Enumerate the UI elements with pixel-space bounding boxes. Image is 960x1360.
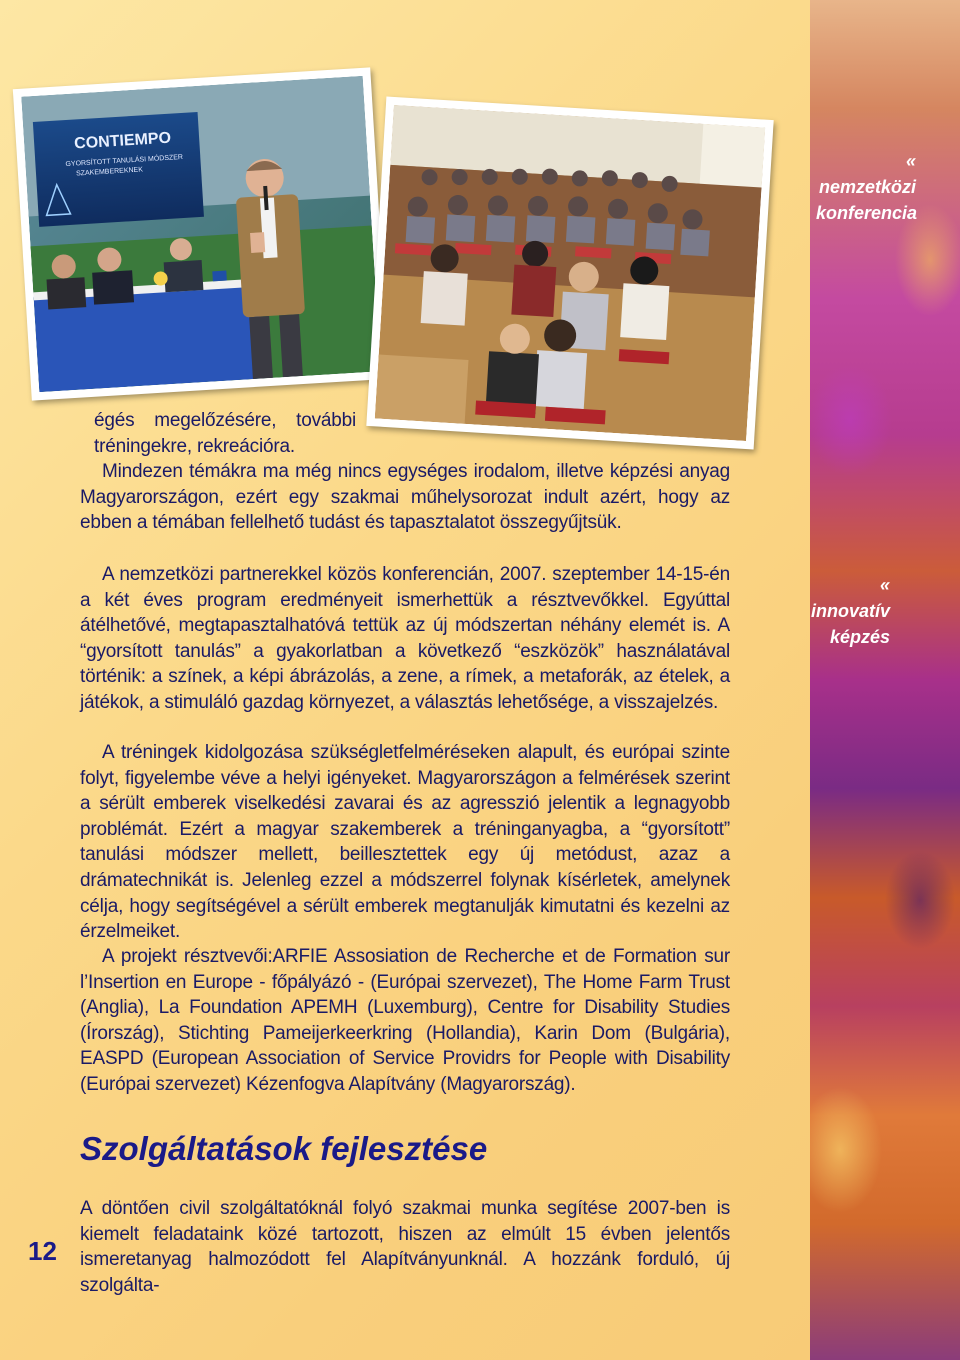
page-number: 12 [28,1236,57,1266]
banner-title: CONTIEMPO [73,129,172,153]
decorative-side-panel [810,0,960,1360]
paragraph-intro [80,408,730,459]
paragraph-trainings: A tréningek kidolgozása szükségletfelméréseken alapult, és európai szinte folyt, figyelembe véve a helyi igényeket. Magyarországon a felmérések szerint a sérült emberek viselkedési zavarai és az agresszió jelentik a legnagyobb problémát. Ezért a magyar szakemberek a tréninganyagba, a “gyorsított” tanulási módszer mellett, beillesztettek egy új metódust, azaz a drámatechnikát is. Jelenleg ezzel a módszerrel folynak kísérletek, amelynek célja, hogy segítségével a sérült emberek megtanulják kimutatni és kezelni az érzelmeiket. [80,742,730,943]
sidebar-label-conference: « nemzetközi konferencia [816,151,918,223]
paragraph-intro-text: égés megelőzésére, további tréningekre, rekreációra. [94,410,356,457]
banner-subtitle-2: SZAKEMBEREKNEK [75,166,144,178]
conference-speaker-image [21,76,380,392]
paragraph-literature: Mindezen témákra ma még nincs egységes irodalom, illetve képzési anyag Magyarországon, ezért egy szakmai műhelysorozat indult azért, hogy az ebben a témában fellelhető tudást és tapasztalatot összegyűjtsük. [80,461,730,534]
paragraph-participants: A projekt résztvevői:ARFIE Assosiation de Recherche et de Formation sur l’Insertion en Europe - főpályázó - (Európai szervezet), The Home Farm Trust (Anglia), La Foundation APEMH (Luxemburg), Centre for Disability Studies (Írország), Stichting Pameijerkeerkring (Hollandia), Karin Dom (Bulgária), EASPD (European Association of Service Providrs for People with Disability (Európai szervezet) Kézenfogva Alapítvány (Magyarország). [80,946,730,1095]
conference-audience-image [375,105,765,441]
sidebar-label-training: « innovatív képzés [810,575,890,647]
conference-audience-photo [366,96,773,449]
paragraph-conference: A nemzetközi partnerekkel közös konferencián, 2007. szeptember 14-15-én a két éves program eredményeit ismerhettük a résztvevőkkel. Egyúttal átélhetővé, megtapasztalhatóvá tettük az új módszertan néhány elemét is. A “gyorsított tanulás” a gyakorlatban a következő “eszközök” használatával történik: a színek, a képi ábrázolás, a zene, a rímek, a metaforák, az ételek, a játékok, a stimuláló gazdag környezet, a választás lehetősége, a visszajelzés. [80,564,730,713]
paragraph-services: A döntően civil szolgáltatóknál folyó szakmai munka segítése 2007-ben is kiemelt feladataink közé tartozott, hiszen az elmúlt 15 évben jelentős ismeretanyag halmozódott fel Alapítványunknál. A hozzánk forduló, új szolgálta- [80,1198,730,1296]
banner-subtitle-1: GYORSÍTOTT TANULÁSI MÓDSZER [65,153,184,169]
conference-speaker-photo [13,67,389,400]
section-heading: Szolgáltatások fejlesztése [80,1130,488,1167]
